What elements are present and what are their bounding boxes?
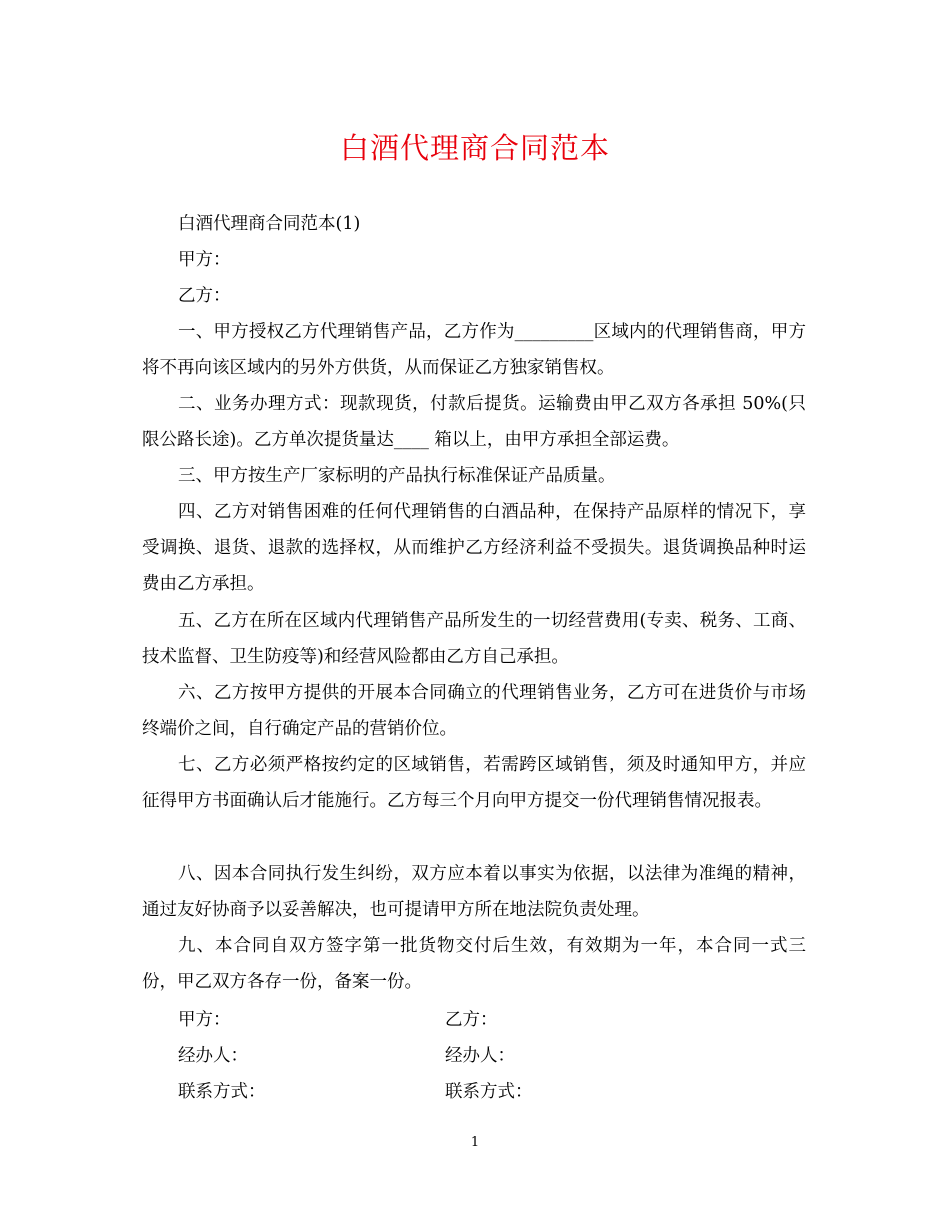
clause-2: 二、业务办理方式：现款现货，付款后提货。运输费由甲乙双方各承担 50%(只限公路长途)。乙方单次提货量达____ 箱以上，由甲方承担全部运费。: [142, 394, 806, 450]
clause-3: 三、甲方按生产厂家标明的产品执行标准保证产品质量。: [178, 466, 616, 486]
signature-contact-b: 联系方式：: [445, 1082, 533, 1102]
page-number: 1: [470, 1135, 480, 1150]
party-b-label: 乙方：: [178, 286, 231, 306]
clause-6: 六、乙方按甲方提供的开展本合同确立的代理销售业务，乙方可在进货价与市场终端价之间，自行确定产品的营销价位。: [142, 683, 806, 739]
clause-9: 九、本合同自双方签字第一批货物交付后生效，有效期为一年，本合同一式三份，甲乙双方各存一份，备案一份。: [142, 936, 806, 992]
clause-8: 八、因本合同执行发生纠纷，双方应本着以事实为依据，以法律为准绳的精神，通过友好协商予以妥善解决，也可提请甲方所在地法院负责处理。: [142, 864, 806, 920]
document-title: 白酒代理商合同范本: [339, 131, 610, 165]
clause-4: 四、乙方对销售困难的任何代理销售的白酒品种，在保持产品原样的情况下，享受调换、退货、退款的选择权，从而维护乙方经济利益不受损失。退货调换品种时运费由乙方承担。: [142, 502, 806, 594]
clause-1: 一、甲方授权乙方代理销售产品，乙方作为_________区域内的代理销售商，甲方将不再向该区域内的另外方供货，从而保证乙方独家销售权。: [142, 322, 806, 378]
clause-7: 七、乙方必须严格按约定的区域销售，若需跨区域销售，须及时通知甲方，并应征得甲方书面确认后才能施行。乙方每三个月向甲方提交一份代理销售情况报表。: [142, 755, 806, 811]
party-a-label: 甲方：: [178, 250, 231, 270]
clause-5: 五、乙方在所在区域内代理销售产品所发生的一切经营费用(专卖、税务、工商、技术监督、卫生防疫等)和经营风险都由乙方自己承担。: [142, 611, 806, 667]
signature-handler-b: 经办人：: [445, 1046, 515, 1066]
signature-handler-a: 经办人：: [178, 1046, 248, 1066]
document-subtitle: 白酒代理商合同范本(1): [178, 214, 361, 234]
signature-contact-a: 联系方式：: [178, 1082, 266, 1102]
signature-party-b: 乙方：: [445, 1010, 498, 1030]
signature-party-a: 甲方：: [178, 1010, 231, 1030]
